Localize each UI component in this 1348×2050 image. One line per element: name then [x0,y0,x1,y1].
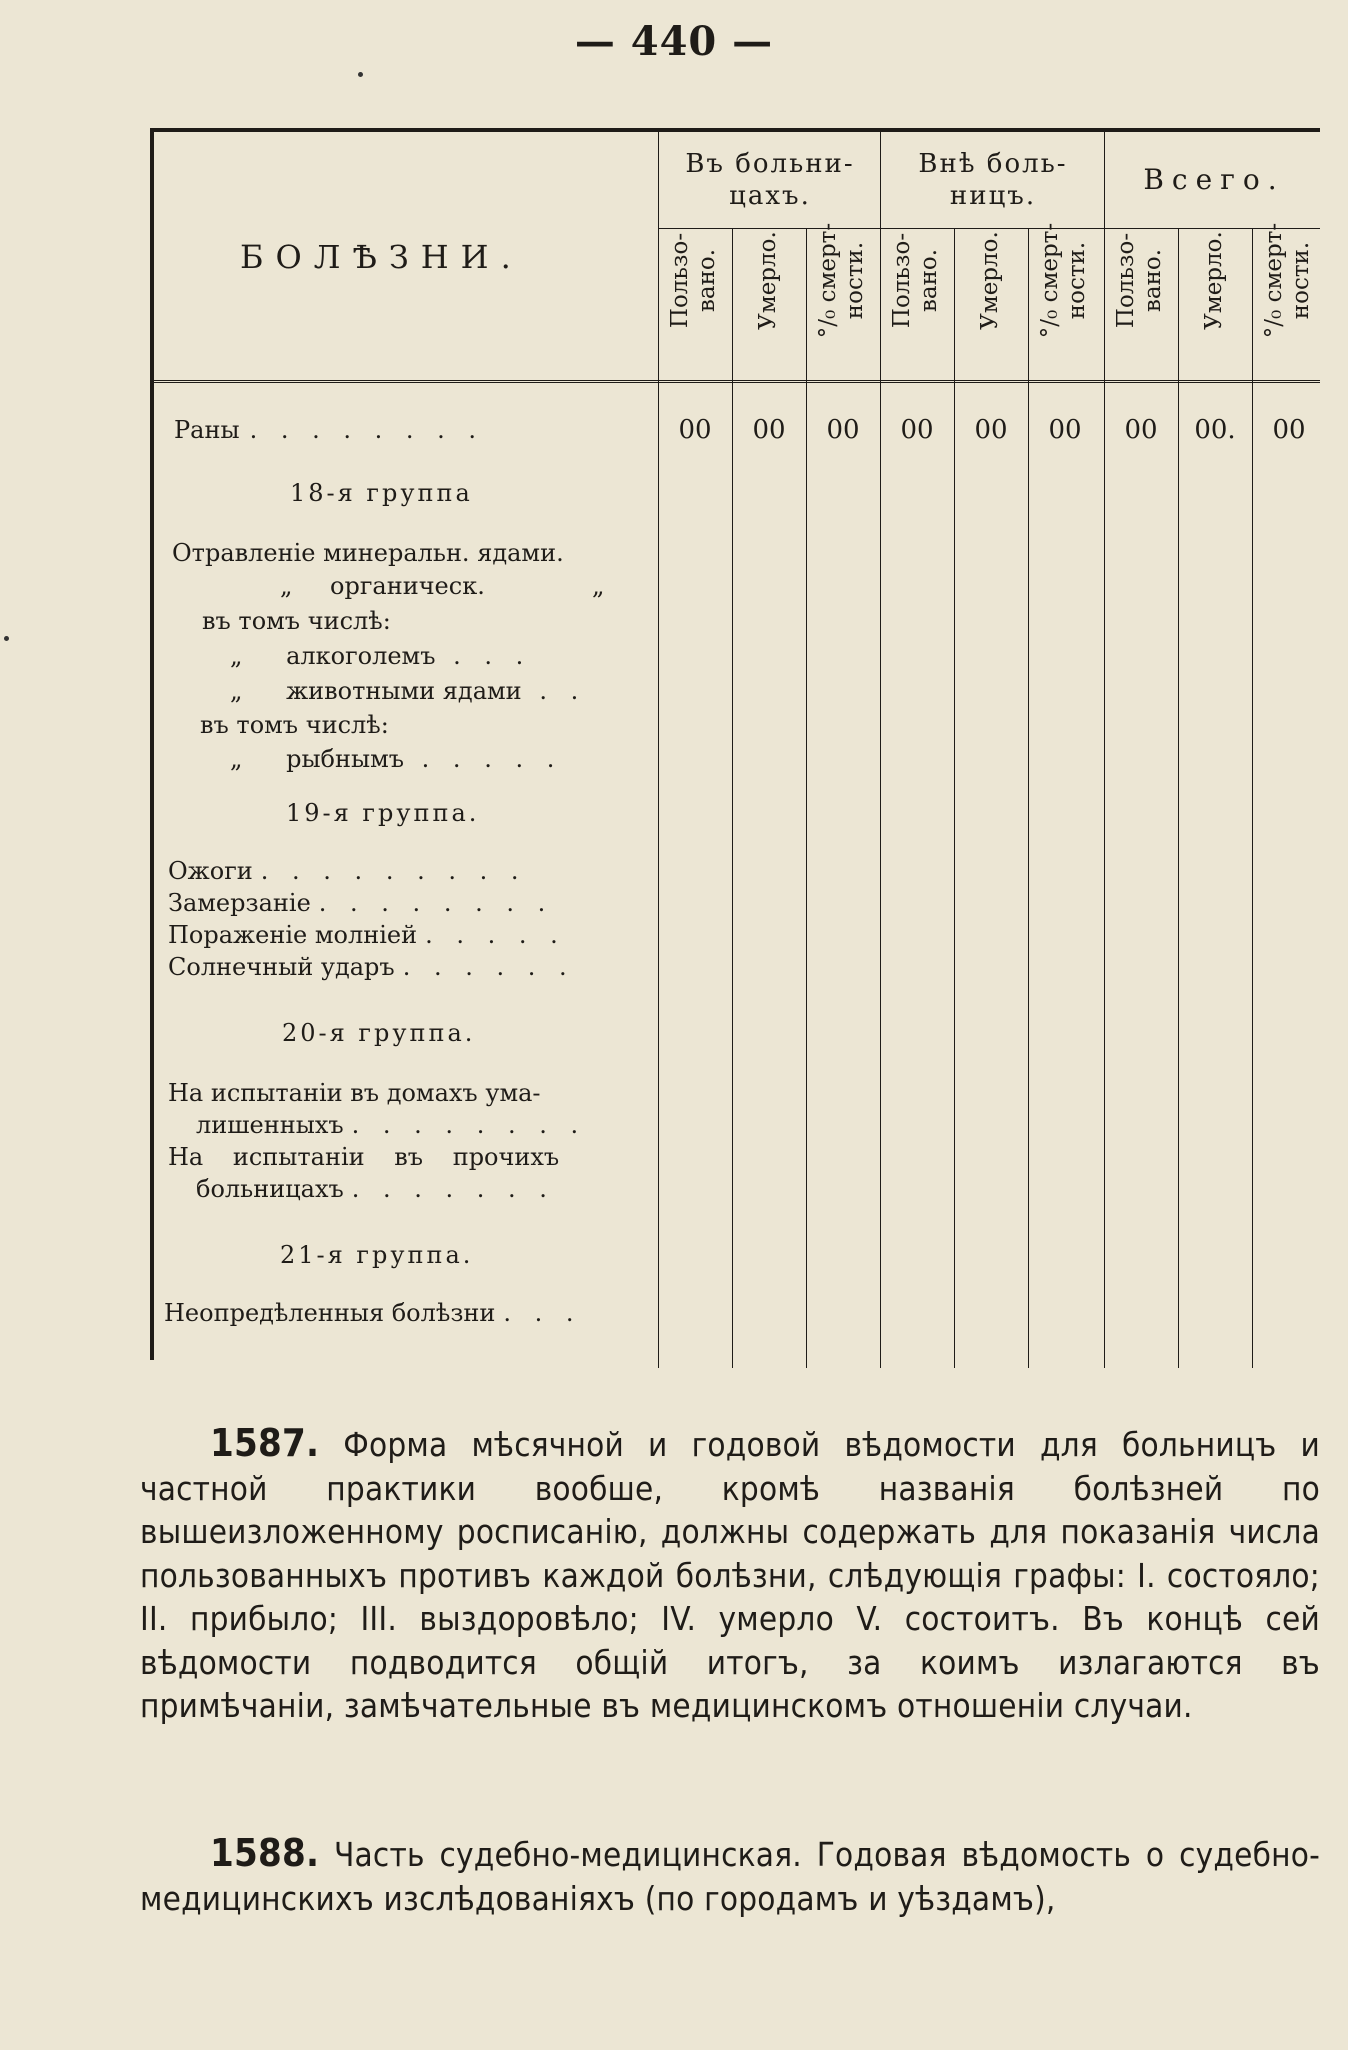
disease-name: Раны [174,416,240,444]
disease-row: въ томъ числѣ: [202,607,391,635]
value-cell: 00 [1048,415,1082,445]
leader-dots: . . . . . . . . [249,416,484,444]
disease-name: Пораженіе молніей [168,921,418,949]
subheader-mortality: °/₀ смерт- ности. [815,222,868,339]
leader-dots: . . . [503,1299,582,1327]
ditto-mark: „ [230,677,243,705]
leader-dots: . . . . . . . [351,1175,555,1203]
subcol-separator [806,228,807,1368]
diseases-header: БОЛѢЗНИ. [240,238,523,276]
disease-name: Ожоги [168,857,253,885]
disease-name: Солнечный ударъ [168,953,395,981]
value-cell: 00. [1194,415,1236,445]
leader-dots: . . . . . . . . . [260,857,527,885]
disease-row [168,856,526,886]
value-cell: 00 [752,415,786,445]
disease-name: животными ядами [286,677,522,705]
subheader-mortality: °/₀ смерт- ности. [1261,222,1314,339]
col-separator [1104,128,1105,1368]
col-separator [880,128,881,1368]
disease-name: больницахъ [196,1175,344,1203]
leader-dots: . . . . . . . . [318,889,554,917]
group-title: 20-я группа. [282,1019,476,1047]
print-speck [4,636,9,641]
disease-row [230,676,586,706]
disease-name: рыбнымъ [286,745,405,773]
group-total: Всего. [1143,163,1285,196]
disease-row [168,888,553,918]
disease-name: лишенныхъ [196,1111,344,1139]
value-cell: 00 [1124,415,1158,445]
paragraph-number: 1588. [210,1831,320,1875]
page-number: — 440 — [574,18,774,65]
group-outside-hospitals: Внѣ боль- ницъ. [918,149,1068,211]
col-separator [658,128,659,1368]
subcol-separator [1252,228,1253,1368]
subheader-mortality: °/₀ смерт- ности. [1037,222,1090,339]
group-title: 19-я группа. [286,799,480,827]
paragraph-text: Часть судебно-медицинская. Годовая вѣдомость о судебно-медицинскихъ изслѣдованіяхъ (по городамъ и уѣздамъ), [140,1835,1320,1918]
subheader-treated: Пользо- вано. [1113,232,1166,329]
value-cell: 00 [826,415,860,445]
ditto-mark: „ [592,572,605,600]
ditto-mark: „ [230,745,243,773]
leader-dots: . . . . . [425,921,566,949]
ditto-mark: „ [280,572,293,600]
disease-name: Неопредѣленныя болѣзни [164,1299,496,1327]
leader-dots: . . . . . . . . [351,1111,587,1139]
disease-row: На испытаніи въ домахъ ума- [168,1079,541,1107]
table-top-border [150,128,1320,132]
leader-dots: . . . [453,642,532,670]
disease-row [168,952,575,982]
value-cell: 00 [900,415,934,445]
subcol-separator [954,228,955,1368]
subheader-died: Умерло. [976,231,1003,330]
disease-row: въ томъ числѣ: [200,711,389,739]
group-title: 18-я группа [290,479,473,507]
group-title: 21-я группа. [280,1241,474,1269]
disease-row: На испытаніи въ прочихъ [168,1143,560,1171]
subheader-treated: Пользо- вано. [667,232,720,329]
subcol-separator [732,228,733,1368]
paragraph-1587 [140,1422,1320,1728]
disease-row [164,1298,582,1328]
disease-row [168,920,566,950]
leader-dots: . . . . . [421,745,563,773]
leader-dots: . . [539,677,587,705]
header-bottom-line [150,380,1320,383]
disease-name: Замерзаніе [168,889,311,917]
value-cell: 00 [678,415,712,445]
disease-name: алкоголемъ [286,642,436,670]
paragraph-text: Форма мѣсячной и годовой вѣдомости для больницъ и частной практики вообше, кромѣ названія болѣзней по вышеизложенному росписанію, должны содержать для показанія числа пользованныхъ противъ каждой болѣзни, слѣдующія графы: I. состояло; II. прибыло; III. выздоровѣло; IV. умерло V. состоитъ. Въ концѣ сей вѣдомости подводится общій итогъ, за коимъ излагаются въ примѣчаніи, замѣчательные въ медицинскомъ отношеніи случаи. [140,1425,1320,1725]
paragraph-number: 1587. [210,1421,320,1465]
subheader-died: Умерло. [754,231,781,330]
disease-name: органическ. [330,572,485,600]
value-cell: 00 [1272,415,1306,445]
subheader-treated: Пользо- вано. [889,232,942,329]
value-cell: 00 [974,415,1008,445]
group-in-hospitals: Въ больни- цахъ. [685,149,855,211]
disease-row [230,744,562,774]
disease-table [150,128,1320,1368]
leader-dots: . . . . . . [402,953,575,981]
disease-row: Отравленіе минеральн. ядами. [172,539,564,567]
ditto-mark: „ [230,642,243,670]
subcol-separator [1178,228,1179,1368]
subheader-died: Умерло. [1200,231,1227,330]
paragraph-1588 [140,1832,1320,1920]
disease-row [230,641,531,671]
table-left-border [150,128,154,1360]
subcol-separator [1028,228,1029,1368]
disease-row [196,1174,555,1204]
print-speck [358,72,363,77]
disease-row [174,415,484,445]
disease-row [196,1110,586,1140]
